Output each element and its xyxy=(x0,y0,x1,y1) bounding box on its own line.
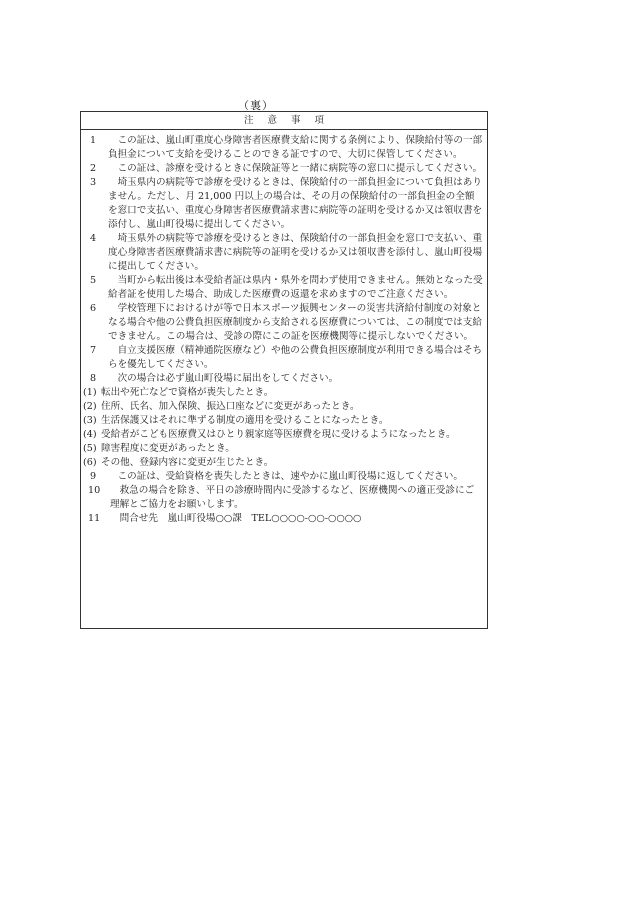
notice-subitem-6 xyxy=(83,456,483,470)
notice-item-2 xyxy=(86,162,483,176)
item-number: 9 xyxy=(90,471,97,482)
notice-item-4 xyxy=(86,232,483,274)
item-number: 10 xyxy=(88,485,101,496)
item-text: 自立支援医療（精神通院医療など）や他の公費負担医療制度が利用できる場合はそちらを優先してください。 xyxy=(108,345,483,370)
item-number: 1 xyxy=(90,135,97,146)
item-text: 当町から転出後は本受給者証は県内・県外を問わず使用できません。無効となった受給者証を使用した場合、助成した医療費の返還を求めますのでご注意ください。 xyxy=(108,275,483,300)
back-side-label: （裏） xyxy=(238,99,274,112)
notice-item-11 xyxy=(86,512,483,526)
subitem-text: 障害程度に変更があったとき。 xyxy=(101,443,235,454)
notice-subitem-3 xyxy=(83,414,483,428)
item-number: 7 xyxy=(90,345,97,356)
notice-item-5 xyxy=(86,274,483,302)
notice-item-6 xyxy=(86,302,483,344)
item-number: 2 xyxy=(90,163,97,174)
item-text: 次の場合は必ず嵐山町役場に届出をしてください。 xyxy=(108,373,339,384)
item-text: 埼玉県外の病院等で診療を受けるときは、保険給付の一部負担金を窓口で支払い、重度心身障害者医療費請求書に病院等の証明を受けるか又は領収書を添付し、嵐山町役場に提出してください。 xyxy=(108,233,483,272)
subitem-text: その他、登録内容に変更が生じたとき。 xyxy=(101,457,274,468)
subitem-text: 生活保護又はそれに準ずる制度の適用を受けることになったとき。 xyxy=(101,415,389,426)
subitem-number: (1) xyxy=(83,387,97,398)
notice-box xyxy=(80,111,488,629)
notice-items xyxy=(81,130,487,526)
item-text: この証は、嵐山町重度心身障害者医療費支給に関する条例により、保険給付等の一部負担金について支給を受けることのできる証ですので、大切に保管してください。 xyxy=(108,135,483,160)
item-text: この証は、診療を受けるときに保険証等と一緒に病院等の窓口に提示してください。 xyxy=(108,163,483,174)
notice-item-7 xyxy=(86,344,483,372)
subitem-text: 住所、氏名、加入保険、振込口座などに変更があったとき。 xyxy=(101,401,360,412)
item-text: 救急の場合を除き、平日の診療時間内に受診するなど、医療機関への適正受診にご理解とご協力をお願いします。 xyxy=(110,485,475,510)
notice-item-1 xyxy=(86,134,483,162)
notice-item-3 xyxy=(86,176,483,232)
item-number: 11 xyxy=(88,513,101,524)
subitem-number: (2) xyxy=(83,401,97,412)
item-text: 学校管理下におけるけが等で日本スポーツ振興センターの災害共済給付制度の対象となる場合や他の公費負担医療制度から支給される医療費については、この制度では支給できません。この場合は、受診の際にこの証を医療機関等に提示しないでください。 xyxy=(108,303,482,342)
item-number: 4 xyxy=(90,233,97,244)
item-number: 6 xyxy=(90,303,97,314)
subitem-number: (3) xyxy=(83,415,97,426)
item-text: 埼玉県内の病院等で診療を受けるときは、保険給付の一部負担金について負担はありません。ただし、月 21,000 円以上の場合は、その月の保険給付の一部負担金の全額を窓口で支払い、重度心身障害者医療費請求書に病院等の証明を受けるか又は領収書を添付し、嵐山町役場に提出してください。 xyxy=(108,177,483,230)
notice-subitem-4 xyxy=(83,428,483,442)
notice-item-10 xyxy=(86,484,483,512)
notice-subitem-1 xyxy=(83,386,483,400)
notice-subitem-5 xyxy=(83,442,483,456)
item-number: 8 xyxy=(90,373,97,384)
subitem-text: 転出や死亡などで資格が喪失したとき。 xyxy=(101,387,274,398)
subitem-number: (4) xyxy=(83,429,97,440)
subitem-text: 受給者がこども医療費又はひとり親家庭等医療費を現に受けるようになったとき。 xyxy=(101,429,456,440)
subitem-number: (5) xyxy=(83,443,97,454)
item-number: 3 xyxy=(90,177,97,188)
item-number: 5 xyxy=(90,275,97,286)
notice-title: 注意事項 xyxy=(81,112,487,130)
item-text: 問合せ先 嵐山町役場○○課 TEL○○○○-○○-○○○○ xyxy=(110,513,362,524)
notice-subitem-2 xyxy=(83,400,483,414)
notice-item-9 xyxy=(86,470,483,484)
item-text: この証は、受給資格を喪失したときは、速やかに嵐山町役場に返してください。 xyxy=(108,471,463,482)
subitem-number: (6) xyxy=(83,457,97,468)
notice-item-8 xyxy=(86,372,483,386)
